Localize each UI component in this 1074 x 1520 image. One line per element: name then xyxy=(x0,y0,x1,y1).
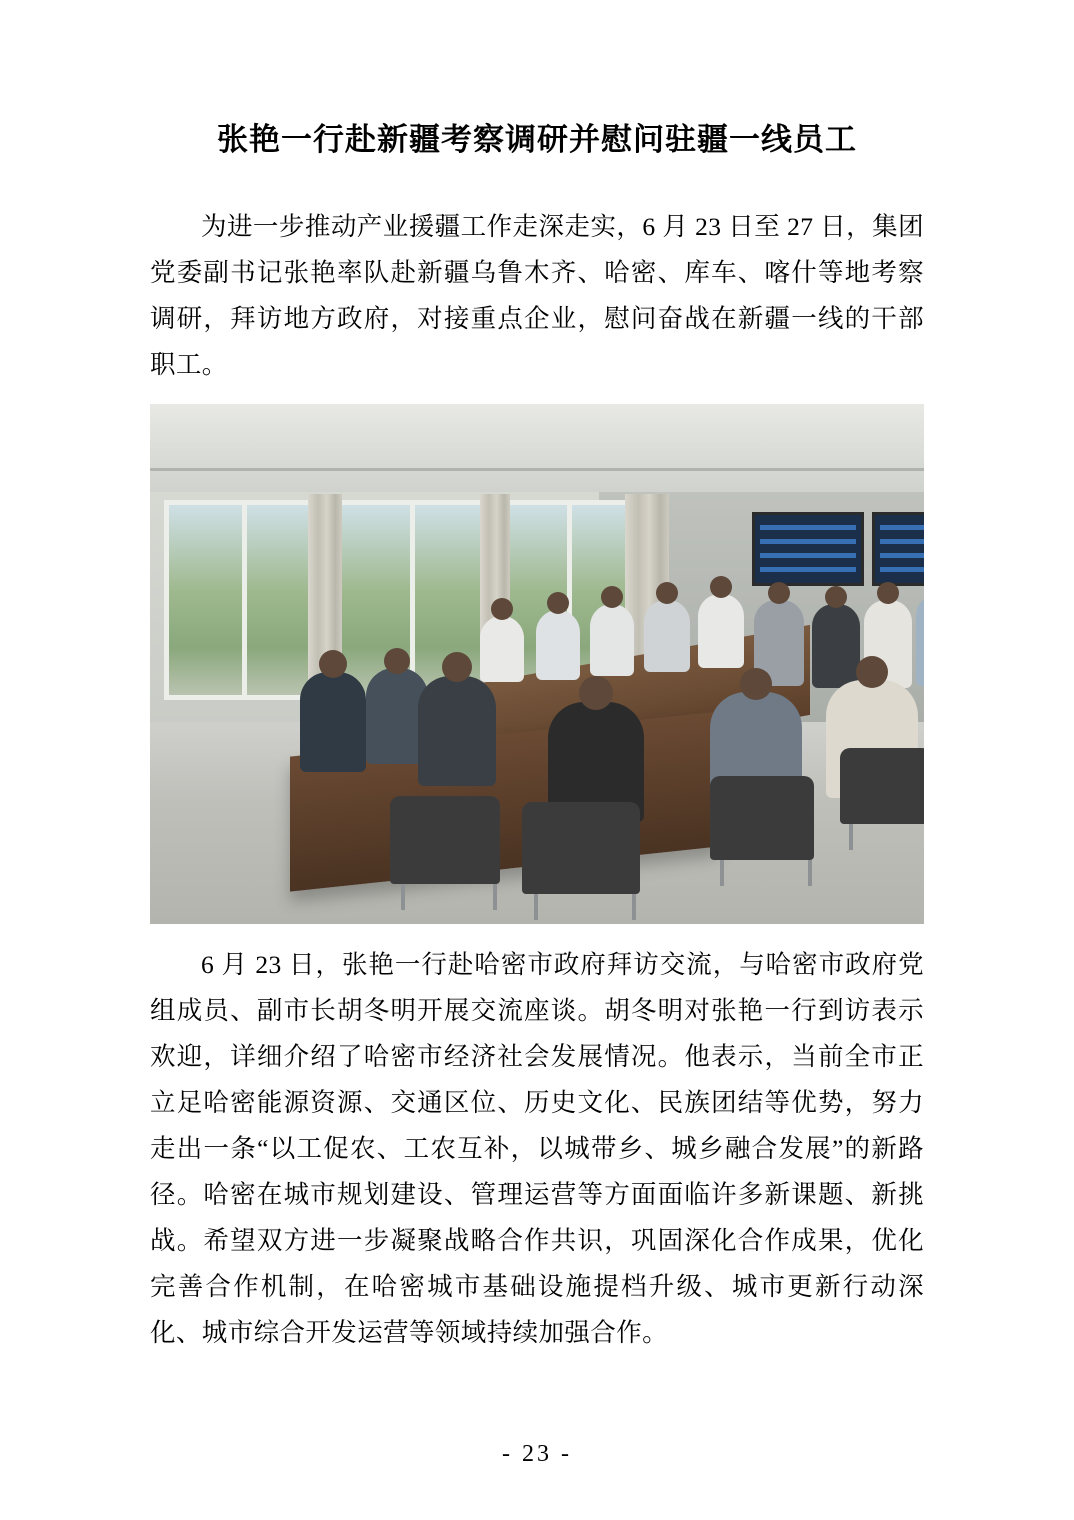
photo-attendee xyxy=(590,604,634,676)
photo-chair xyxy=(522,802,640,894)
photo-attendee xyxy=(812,604,860,688)
photo-window xyxy=(164,500,319,700)
photo-chair xyxy=(710,776,814,860)
paragraph-1: 为进一步推动产业援疆工作走深走实，6 月 23 日至 27 日，集团党委副书记张艳率队赴新疆乌鲁木齐、哈密、库车、喀什等地考察调研，拜访地方政府，对接重点企业，慰问奋战在新疆一线的干部职工。 xyxy=(150,212,924,380)
photo-display-screen xyxy=(752,512,864,586)
photo-attendee xyxy=(644,600,690,672)
photo-display-screen xyxy=(872,512,924,586)
photo-attendee xyxy=(536,610,580,680)
page-title: 张艳一行赴新疆考察调研并慰问驻疆一线员工 xyxy=(217,122,857,158)
photo-attendee xyxy=(418,676,496,786)
photo-chair xyxy=(840,748,924,824)
photo-chair xyxy=(390,796,500,884)
page-number: - 23 - xyxy=(502,1441,572,1467)
photo-attendee xyxy=(480,616,524,682)
photo-attendee xyxy=(698,594,744,668)
paragraph-2: 6 月 23 日，张艳一行赴哈密市政府拜访交流，与哈密市政府党组成员、副市长胡冬明开展交流座谈。胡冬明对张艳一行到访表示欢迎，详细介绍了哈密市经济社会发展情况。他表示，当前全市正立足哈密能源资源、交通区位、历史文化、民族团结等优势，努力走出一条“以工促农、工农互补，以城带乡、城乡融合发展”的新路径。哈密在城市规划建设、管理运营等方面面临许多新课题、新挑战。希望双方进一步凝聚战略合作共识，巩固深化合作成果，优化完善合作机制，在哈密城市基础设施提档升级、城市更新行动深化、城市综合开发运营等领域持续加强合作。 xyxy=(150,950,924,1348)
photo-ceiling xyxy=(150,404,924,494)
photo-attendee xyxy=(916,594,924,686)
photo-attendee xyxy=(300,672,366,772)
meeting-photo xyxy=(150,404,924,924)
photo-content xyxy=(150,404,924,924)
